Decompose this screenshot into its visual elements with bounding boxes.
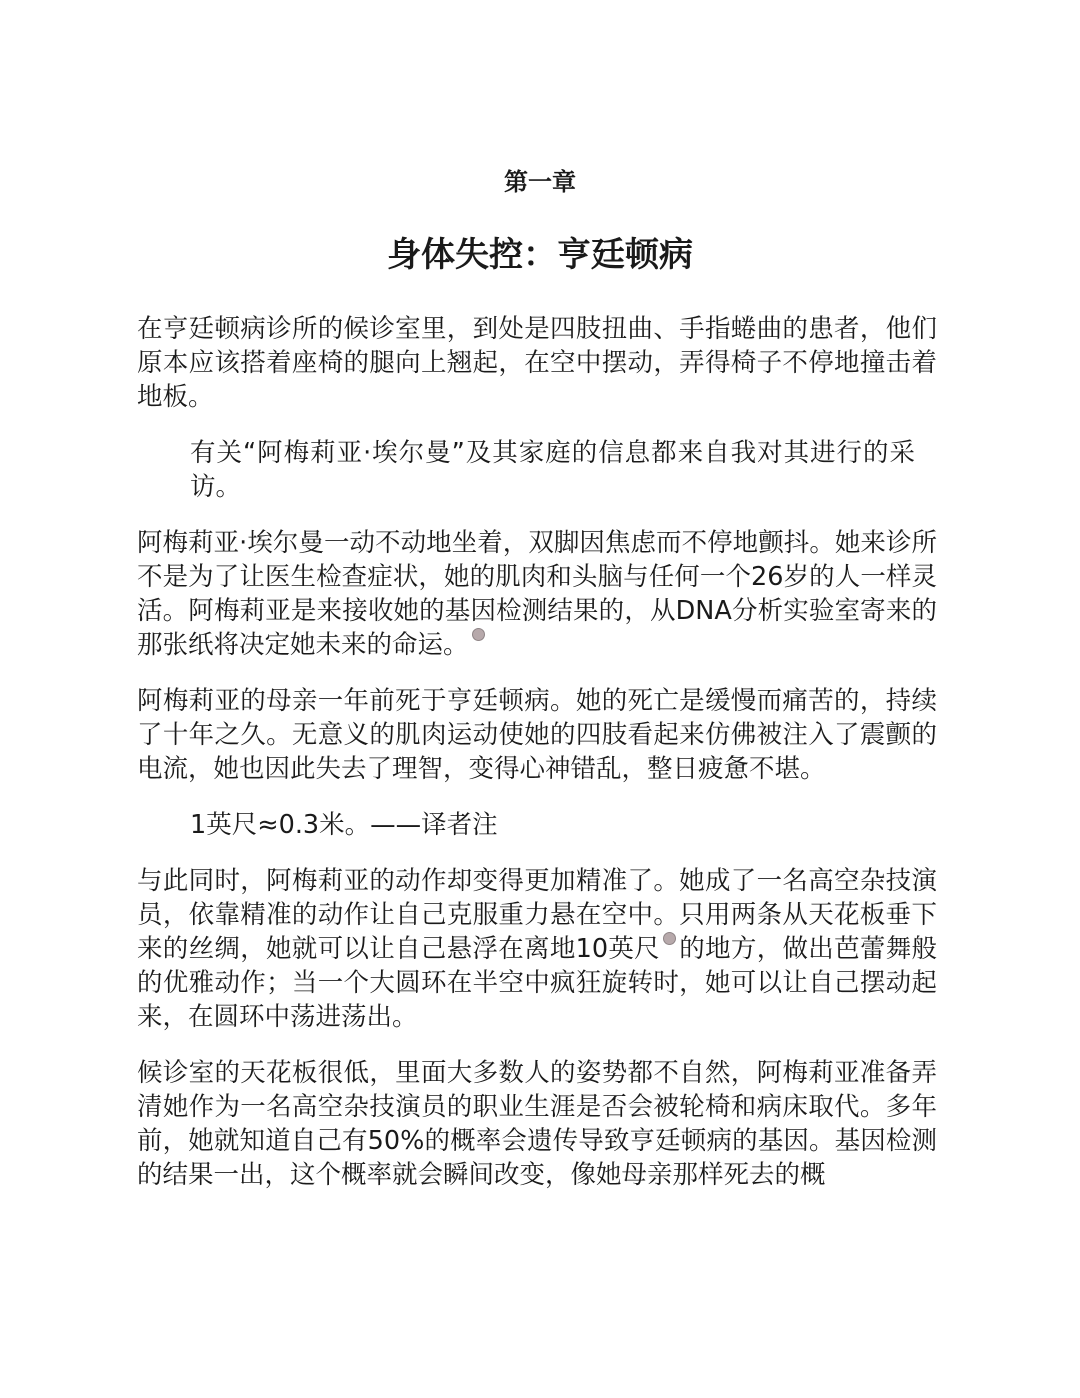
paragraph-1: 在亨廷顿病诊所的候诊室里，到处是四肢扭曲、手指蜷曲的患者，他们原本应该搭着座椅的腿向上翘起，在空中摆动，弄得椅子不停地撞击着地板。 (137, 314, 937, 412)
paragraph-4-text-b: 的地方，做出芭蕾舞般的优雅动作；当一个大圆环在半空中疯狂旋转时，她可以让自己摆动起来，在圆环中荡进荡出。 (137, 934, 937, 1032)
paragraph-5: 候诊室的天花板很低，里面大多数人的姿势都不自然，阿梅莉亚准备弄清她作为一名高空杂技演员的职业生涯是否会被轮椅和病床取代。多年前，她就知道自己有50%的概率会遗传导致亨廷顿病的基因。基因检测的结果一出，这个概率就会瞬间改变，像她母亲那样死去的概 (137, 1058, 937, 1190)
footnote-marker-icon[interactable] (472, 628, 485, 641)
chapter-title: 身体失控：亨廷顿病 (387, 235, 693, 275)
paragraph-3: 阿梅莉亚的母亲一年前死于亨廷顿病。她的死亡是缓慢而痛苦的，持续了十年之久。无意义的肌肉运动使她的四肢看起来仿佛被注入了震颤的电流，她也因此失去了理智，变得心神错乱，整日疲惫不堪。 (137, 686, 937, 784)
footnote-2: 1英尺≈0.3米。——译者注 (190, 810, 498, 840)
footnote-marker-icon[interactable] (663, 932, 676, 945)
paragraph-4 (137, 864, 937, 1034)
paragraph-2 (137, 526, 937, 662)
chapter-label: 第一章 (504, 168, 576, 196)
paragraph-2-text: 阿梅莉亚·埃尔曼一动不动地坐着，双脚因焦虑而不停地颤抖。她来诊所不是为了让医生检查症状，她的肌肉和头脑与任何一个26岁的人一样灵活。阿梅莉亚是来接收她的基因检测结果的，从DNA分析实验室寄来的那张纸将决定她未来的命运。 (137, 528, 937, 660)
paragraph-4-text-a: 与此同时，阿梅莉亚的动作却变得更加精准了。她成了一名高空杂技演员，依靠精准的动作让自己克服重力悬在空中。只用两条从天花板垂下来的丝绸，她就可以让自己悬浮在离地10英尺 (137, 866, 937, 964)
body-text (137, 312, 937, 1214)
footnote-1: 有关“阿梅莉亚·埃尔曼”及其家庭的信息都来自我对其进行的采访。 (190, 438, 915, 502)
